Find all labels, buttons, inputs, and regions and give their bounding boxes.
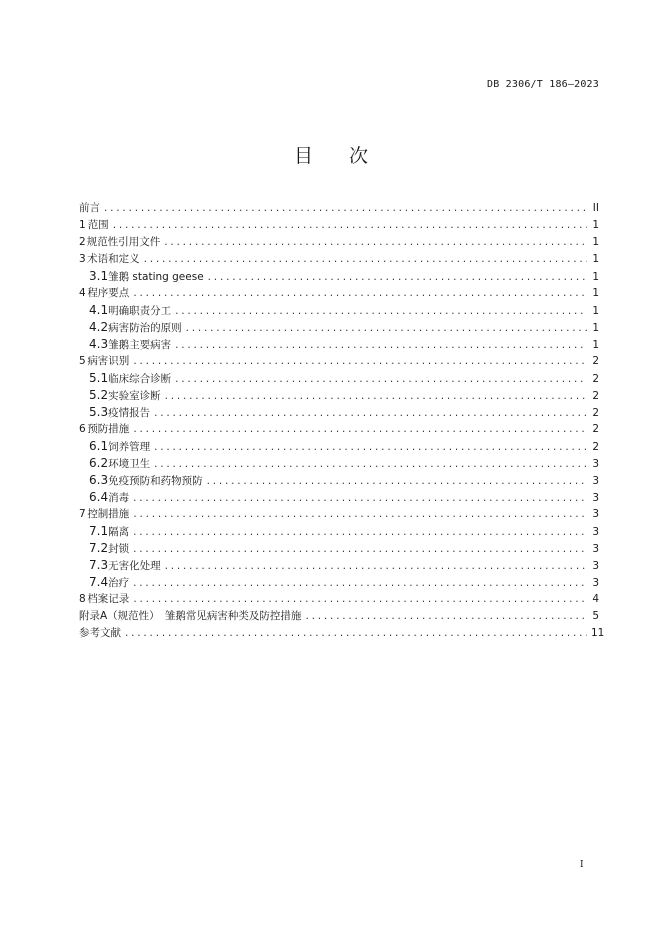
toc-entry-number: 6.2 — [89, 456, 109, 470]
toc-entry-label: 雏鹅主要病害 — [108, 339, 172, 351]
toc-entry-number: 3.1 — [89, 269, 109, 283]
toc-dot-leader — [175, 371, 587, 388]
toc-entry-number: 8 — [79, 593, 86, 605]
toc-dot-leader — [133, 285, 587, 302]
toc-dot-leader — [154, 439, 587, 456]
toc-entry-page: 3 — [592, 577, 599, 589]
toc-entry-number: 4.2 — [89, 320, 109, 334]
toc-entry-number: 4.1 — [89, 303, 109, 317]
toc-entry-label: 程序要点 — [87, 287, 130, 299]
toc-dot-leader — [207, 473, 587, 490]
toc-dot-leader — [175, 337, 587, 354]
toc-entry-page: 3 — [592, 526, 599, 538]
toc-dot-leader — [165, 558, 587, 575]
toc-entry-number: 5.3 — [89, 405, 109, 419]
toc-entry[interactable] — [79, 608, 599, 625]
toc-entry-number: 6.1 — [89, 439, 109, 453]
toc-entry[interactable] — [79, 234, 599, 251]
toc-entry[interactable] — [79, 506, 599, 523]
toc-dot-leader — [133, 490, 587, 507]
toc-entry[interactable] — [79, 455, 599, 472]
title-char-2: 次 — [349, 145, 369, 167]
toc-entry-label: 控制措施 — [87, 508, 130, 520]
toc-entry-page: 3 — [592, 458, 599, 470]
toc-entry[interactable] — [79, 489, 599, 506]
toc-entry[interactable] — [79, 268, 599, 285]
toc-dot-leader — [133, 421, 587, 438]
toc-dot-leader — [133, 353, 587, 370]
toc-entry-number: 5.2 — [89, 388, 109, 402]
toc-dot-leader — [305, 608, 587, 625]
toc-entry[interactable] — [79, 574, 599, 591]
toc-entry-label: 规范性引用文件 — [86, 236, 161, 248]
toc-entry-page: 3 — [592, 492, 599, 504]
toc-entry-page: 5 — [592, 610, 599, 622]
toc-dot-leader — [175, 303, 587, 320]
toc-entry-label: 预防措施 — [87, 423, 130, 435]
toc-entry-page: 11 — [591, 627, 605, 639]
toc-entry-label: 消毒 — [108, 492, 130, 504]
toc-entry-page: 2 — [592, 355, 599, 367]
toc-entry-number: 4.3 — [89, 337, 109, 351]
toc-entry-label: 附录A（规范性） 雏鹅常见病害种类及防控措施 — [79, 610, 302, 622]
toc-entry-label: 参考文献 — [79, 627, 121, 639]
toc-entry-page: 3 — [592, 475, 599, 487]
toc-entry-page: 1 — [592, 271, 599, 283]
toc-entry-page: II — [592, 202, 599, 214]
toc-entry[interactable] — [79, 387, 599, 404]
toc-dot-leader — [113, 217, 587, 234]
toc-entry-label: 术语和定义 — [87, 253, 140, 265]
toc-entry-label: 环境卫生 — [108, 458, 151, 470]
toc-entry[interactable] — [79, 370, 599, 387]
toc-entry-number: 1 — [79, 219, 86, 231]
toc-entry[interactable] — [79, 217, 599, 234]
toc-entry-label: 明确职责分工 — [108, 305, 172, 317]
toc-dot-leader — [133, 541, 587, 558]
toc-entry-label: 饲养管理 — [108, 441, 151, 453]
toc-entry-label: 治疗 — [108, 577, 130, 589]
toc-dot-leader — [208, 269, 587, 286]
toc-entry[interactable] — [79, 285, 599, 302]
toc-entry-page: 2 — [592, 390, 599, 402]
toc-entry-page: 3 — [592, 508, 599, 520]
toc-entry-number: 7.2 — [89, 541, 109, 555]
toc-entry-number: 7.3 — [89, 558, 109, 572]
toc-entry-page: 1 — [592, 322, 599, 334]
toc-entry-number: 7.1 — [89, 524, 109, 538]
toc-entry-label: 病害识别 — [87, 355, 130, 367]
toc-entry[interactable] — [79, 591, 599, 608]
toc-entry[interactable] — [79, 319, 599, 336]
toc-dot-leader — [133, 524, 587, 541]
toc-entry-label: 前言 — [79, 202, 100, 214]
table-of-contents — [79, 200, 605, 642]
toc-entry[interactable] — [79, 251, 599, 268]
toc-entry-number: 7 — [79, 508, 86, 520]
toc-entry-page: 4 — [592, 593, 599, 605]
toc-entry-number: 6.3 — [89, 473, 109, 487]
toc-entry-page: 2 — [592, 373, 599, 385]
toc-dot-leader — [133, 506, 587, 523]
toc-dot-leader — [154, 405, 587, 422]
toc-dot-leader — [154, 456, 587, 473]
toc-entry-number: 2 — [79, 236, 86, 248]
toc-entry-page: 3 — [592, 543, 599, 555]
toc-entry[interactable] — [79, 336, 599, 353]
toc-entry[interactable] — [79, 353, 599, 370]
toc-entry[interactable] — [79, 302, 599, 319]
toc-entry[interactable] — [79, 438, 599, 455]
title-char-1: 目 — [293, 145, 313, 167]
toc-dot-leader — [125, 625, 587, 642]
toc-entry-label: 雏鹅 stating geese — [108, 271, 204, 283]
page-number: I — [580, 860, 584, 870]
toc-entry-label: 封锁 — [108, 543, 130, 555]
toc-dot-leader — [133, 591, 587, 608]
toc-entry-number: 6.4 — [89, 490, 109, 504]
toc-entry[interactable] — [79, 472, 599, 489]
toc-entry-label: 档案记录 — [87, 593, 130, 605]
toc-entry-number: 5.1 — [89, 371, 109, 385]
toc-entry[interactable] — [79, 540, 599, 557]
toc-entry-page: 2 — [592, 441, 599, 453]
toc-entry[interactable] — [79, 200, 599, 217]
toc-dot-leader — [186, 320, 587, 337]
toc-dot-leader — [144, 251, 587, 268]
toc-entry-label: 隔离 — [108, 526, 130, 538]
page-title — [0, 141, 662, 168]
toc-dot-leader — [104, 200, 587, 217]
toc-entry[interactable] — [79, 404, 599, 421]
toc-entry[interactable] — [79, 421, 599, 438]
toc-entry-label: 免疫预防和药物预防 — [108, 475, 203, 487]
toc-entry-label: 实验室诊断 — [108, 390, 161, 402]
document-code: DB 2306/T 186—2023 — [487, 79, 599, 90]
toc-entry-number: 4 — [79, 287, 86, 299]
toc-entry[interactable] — [79, 625, 605, 642]
toc-entry-label: 病害防治的原则 — [108, 322, 182, 334]
toc-entry-page: 2 — [592, 407, 599, 419]
toc-entry[interactable] — [79, 557, 599, 574]
toc-entry-label: 范围 — [87, 219, 109, 231]
toc-entry-page: 1 — [592, 287, 599, 299]
toc-dot-leader — [133, 575, 587, 592]
toc-entry-label: 疫情报告 — [108, 407, 151, 419]
toc-entry-number: 3 — [79, 253, 86, 265]
toc-entry-number: 5 — [79, 355, 86, 367]
toc-entry-page: 1 — [592, 339, 599, 351]
toc-entry-page: 1 — [592, 236, 599, 248]
toc-entry[interactable] — [79, 523, 599, 540]
toc-entry-number: 7.4 — [89, 575, 109, 589]
toc-entry-page: 2 — [592, 423, 599, 435]
toc-dot-leader — [164, 234, 587, 251]
toc-entry-page: 1 — [592, 253, 599, 265]
toc-entry-page: 3 — [592, 560, 599, 572]
toc-dot-leader — [165, 388, 587, 405]
toc-entry-label: 临床综合诊断 — [108, 373, 172, 385]
toc-entry-label: 无害化处理 — [108, 560, 161, 572]
toc-entry-page: 1 — [592, 305, 599, 317]
toc-entry-number: 6 — [79, 423, 86, 435]
toc-entry-page: 1 — [592, 219, 599, 231]
